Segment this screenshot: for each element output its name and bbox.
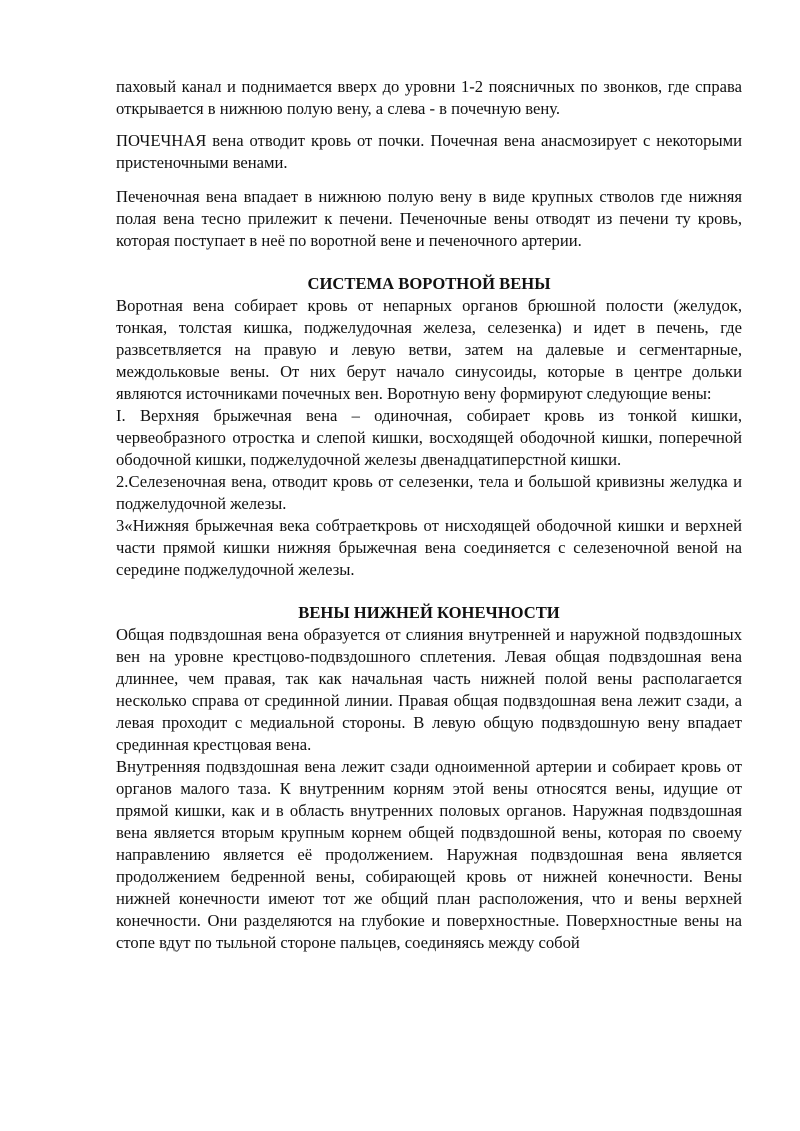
- document-page: [116, 76, 742, 954]
- list-item-splenic: 2.Селезеночная вена, отводит кровь от селезенки, тела и большой кривизны желудка и поджелудочной железы.: [116, 472, 742, 513]
- paragraph-common-iliac: Общая подвздошная вена образуется от слияния внутренней и наружной подвздошных вен на уровне крестцово-подвздошного сплетения. Левая общая подвздошная вена длиннее, чем правая, так как начальная часть нижней полой вены располагается несколько справа от срединной линии. Правая общая подвздошная вена лежит сзади, а левая проходит с медиальной стороны. В левую общую подвздошную вену впадает срединная крестцовая вена.: [116, 625, 742, 754]
- paragraph-portal-intro: Воротная вена собирает кровь от непарных органов брюшной полости (желудок, тонкая, толстая кишка, поджелудочная железа, селезенка) и идет в печень, где развсетвляется на правую и левую ветви, затем на далевые и сегментарные, междольковые вены. От них берут начало синусоиды, которые в центре дольки являются источниками почечных вен. Воротную вену формируют следующие вены:: [116, 296, 742, 403]
- paragraph-hepatic-vein: Печеночная вена впадает в нижнюю полую вену в виде крупных стволов где нижняя полая вена тесно прилежит к печени. Печеночные вены отводят из печени ту кровь, которая поступает в неё по воротной вене и печеночного артерии.: [116, 187, 742, 250]
- paragraph-inguinal-canal: паховый канал и поднимается вверх до уровни 1-2 поясничных по звонков, где справа открывается в нижнюю полую вену, а слева - в почечную вену.: [116, 77, 742, 118]
- heading-lower-limb-veins: ВЕНЫ НИЖНЕЙ КОНЕЧНОСТИ: [298, 603, 560, 622]
- heading-portal-system: СИСТЕМА ВОРОТНОЙ ВЕНЫ: [307, 274, 551, 293]
- list-item-superior-mesenteric: I. Верхняя брыжечная вена – одиночная, собирает кровь из тонкой кишки, червеобразного отростка и слепой кишки, восходящей ободочной кишки, поперечной ободочной кишки, поджелудочной железы двенадцатиперстной кишки.: [116, 406, 742, 469]
- paragraph-renal-vein: ПОЧЕЧНАЯ вена отводит кровь от почки. Почечная вена анасмозирует с некоторыми пристеночными венами.: [116, 131, 742, 172]
- list-item-inferior-mesenteric: 3«Нижняя брыжечная века собтраеткровь от нисходящей ободочной кишки и верхней части прямой кишки нижняя брыжечная вена соединяется с селезеночной веной на середине поджелудочной железы.: [116, 516, 742, 579]
- paragraph-internal-iliac: Внутренняя подвздошная вена лежит сзади одноименной артерии и собирает кровь от органов малого таза. К внутренним корням этой вены относятся вены, идущие от прямой кишки, как и в область внутренних половых органов. Наружная подвздошная вена является вторым крупным корнем общей подвздошной вены, которая по своему направлению является её продолжением. Наружная подвздошная вена является продолжением бедренной вены, собирающей кровь от нижней конечности. Вены нижней конечности имеют тот же общий план расположения, что и вены верхней конечности. Они разделяются на глубокие и поверхностные. Поверхностные вены на стопе вдут по тыльной стороне пальцев, соединяясь между собой: [116, 757, 742, 952]
